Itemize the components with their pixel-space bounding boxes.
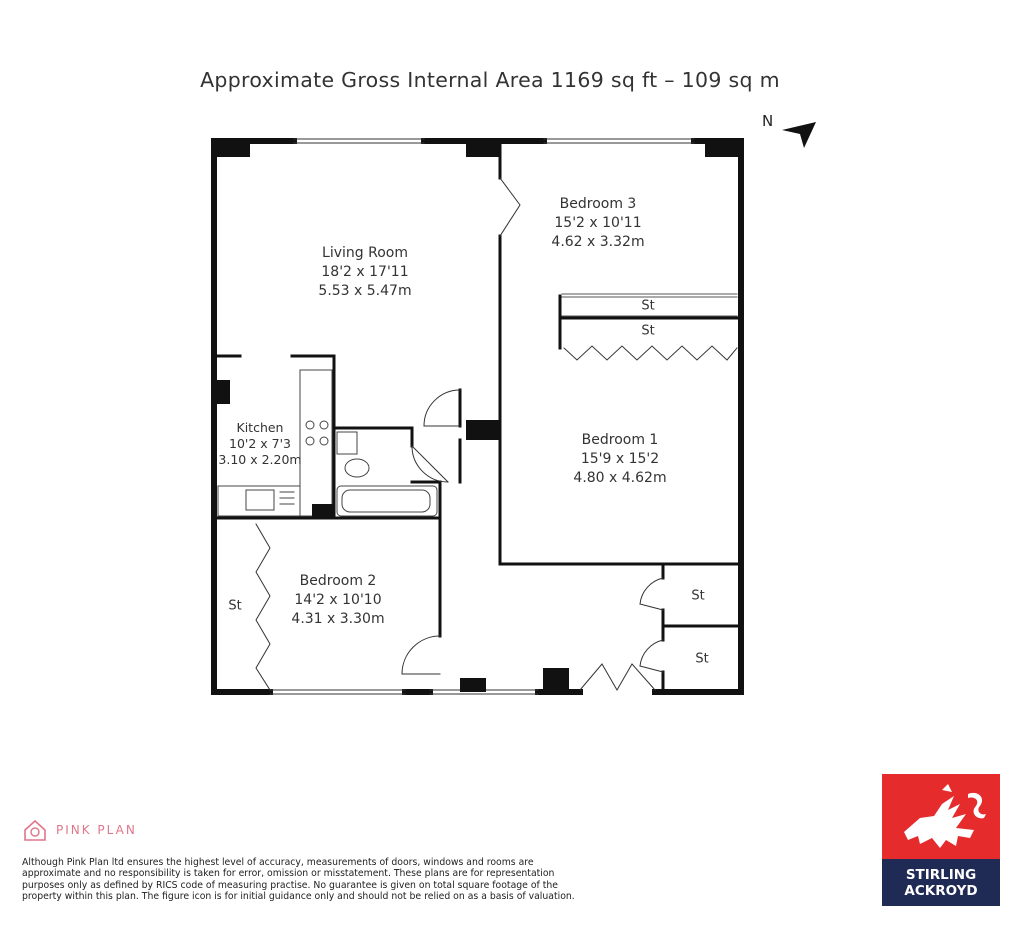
storage-label: St	[641, 298, 655, 314]
room-label-kitchen	[218, 420, 301, 468]
bathroom-fittings	[337, 432, 437, 516]
brand-line-2: ACKROYD	[904, 883, 978, 899]
room-imperial: 18'2 x 17'11	[321, 264, 409, 280]
room-metric: 3.10 x 2.20m	[218, 452, 302, 467]
stirling-ackroyd-logo	[882, 774, 1000, 906]
room-imperial: 10'2 x 7'3	[229, 436, 291, 451]
room-metric: 5.53 x 5.47m	[318, 283, 412, 299]
room-imperial: 15'2 x 10'11	[554, 215, 642, 231]
room-metric: 4.62 x 3.32m	[551, 234, 645, 250]
storage-label: St	[695, 651, 709, 667]
pink-plan-logo	[22, 818, 137, 842]
storage-label: St	[691, 588, 705, 604]
storage-label: St	[228, 598, 242, 614]
room-label-bedroom-1	[573, 431, 666, 488]
storage-label: St	[641, 323, 655, 339]
room-label-bedroom-2	[291, 572, 384, 629]
brand-line-1: STIRLING	[905, 867, 977, 883]
north-label: N	[762, 112, 774, 130]
room-name: Living Room	[322, 245, 408, 261]
house-icon	[22, 818, 48, 842]
room-name: Kitchen	[236, 420, 284, 435]
north-arrow-icon	[782, 122, 816, 148]
room-name: Bedroom 2	[299, 573, 377, 589]
pink-plan-name: PINK PLAN	[56, 823, 137, 837]
room-name: Bedroom 1	[581, 432, 659, 448]
room-metric: 4.80 x 4.62m	[573, 470, 667, 486]
room-metric: 4.31 x 3.30m	[291, 611, 385, 627]
room-imperial: 15'9 x 15'2	[580, 451, 660, 467]
disclaimer-text: Although Pink Plan ltd ensures the highest level of accuracy, measurements of doors, windows and rooms are approximate and no responsibility is taken for error, omission or misstatement. These plans are for representation purposes only as defined by RICS code of measuring practise. No guarantee is given on total square footage of the property within this plan. The figure icon is for initial guidance only and should not be relied on as a basis of valuation.	[22, 857, 575, 902]
area-title: Approximate Gross Internal Area 1169 sq ft – 109 sq m	[200, 68, 780, 92]
room-label-living-room	[318, 244, 411, 301]
room-label-bedroom-3	[551, 195, 644, 252]
griffin-icon	[882, 774, 1000, 859]
room-imperial: 14'2 x 10'10	[294, 592, 382, 608]
room-name: Bedroom 3	[559, 196, 637, 212]
brand-name	[882, 859, 1000, 906]
brand-emblem	[882, 774, 1000, 859]
